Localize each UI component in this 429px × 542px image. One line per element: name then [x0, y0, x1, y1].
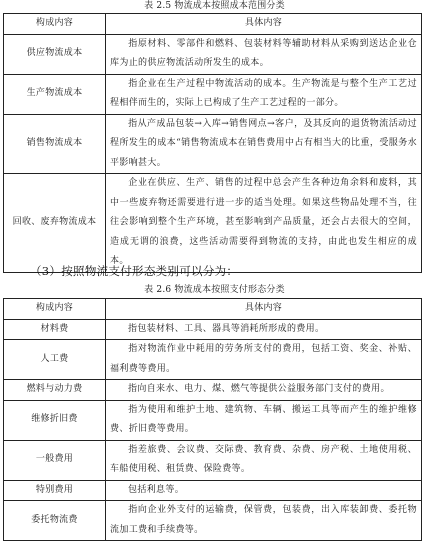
table-row [4, 440, 422, 480]
row-desc [106, 319, 422, 340]
row-desc [106, 174, 422, 273]
row-name: 供应物流成本 [4, 34, 106, 74]
row-desc-text: 指企业在生产过程中物流活动的成本。生产物流是与整个生产工艺过程相伴而生的，实际上已构成了生产工艺过程的一部分。 [110, 78, 417, 108]
row-name: 材料费 [4, 319, 106, 340]
row-desc-text: 指为使用和维护土地、建筑物、车辆、搬运工具等而产生的维护维修费、折旧费等费用。 [110, 404, 417, 434]
table-row [4, 319, 422, 340]
row-desc [106, 440, 422, 480]
row-desc-text: 指包装材料、工具、器具等消耗所形成的费用。 [128, 323, 325, 334]
row-desc [106, 480, 422, 501]
row-desc-text: 包括利息等。 [128, 484, 185, 495]
table-header-row [4, 299, 422, 320]
row-name: 燃料与动力费 [4, 380, 106, 401]
row-desc-text: 企业在供应、生产、销售的过程中总会产生各种边角余料和废料，其中一些废弃物还需要进行进一步的适当处理。如果这些物品处理不当，往往会影响到整个生产环境，甚至影响到产品质量，还会占去很大的空间，造成无谓的浪费，这些活动需要得到物流的支持，由此也发生相应的成本。 [110, 178, 417, 266]
row-name: 特别费用 [4, 480, 106, 501]
table1-caption: 表 2.5 物流成本按照成本范围分类 [144, 1, 285, 11]
row-desc-text: 指向自来水、电力、煤、燃气等提供公益服务部门支付的费用。 [128, 384, 390, 394]
header-cell-content: 构成内容 [4, 14, 106, 35]
row-desc-text: 指原材料、零部件和燃料、包装材料等辅助材料从采购到送达企业仓库为止的供应物流活动所发生的成本。 [110, 38, 417, 68]
row-name: 回收、废弃物流成本 [4, 174, 106, 273]
table-header-row [4, 14, 422, 35]
cost-range-table [3, 13, 422, 273]
row-name: 生产物流成本 [4, 74, 106, 114]
row-desc [106, 340, 422, 380]
payment-form-table [3, 298, 422, 541]
header-cell-content: 构成内容 [4, 299, 106, 320]
table2-caption: 表 2.6 物流成本按照支付形态分类 [144, 285, 285, 295]
header-cell-detail: 具体内容 [106, 299, 422, 320]
row-desc [106, 114, 422, 174]
table-row [4, 340, 422, 380]
table-row [4, 174, 422, 273]
row-name: 一般费用 [4, 440, 106, 480]
table-row [4, 501, 422, 541]
table-row [4, 74, 422, 114]
row-desc-text: 指差旅费、会议费、交际费、教育费、杂费、房产税、土地使用税、车船使用税、租赁费、保险费等。 [110, 444, 417, 474]
table-row [4, 400, 422, 440]
row-name: 维修折旧费 [4, 400, 106, 440]
table-row [4, 380, 422, 401]
section-heading: （3）按照物流支付形态类别可以分为： [30, 264, 239, 278]
header-cell-detail: 具体内容 [106, 14, 422, 35]
row-desc [106, 501, 422, 541]
row-desc [106, 380, 422, 401]
row-desc [106, 400, 422, 440]
table-row [4, 34, 422, 74]
table-row [4, 114, 422, 174]
row-desc-text: 指从产成品包装→入库→销售网点→客户，及其反向的退货物流活动过程所发生的成本“销售物流成本在销售费用中占有相当大的比重，受服务水平影响甚大。 [110, 118, 417, 168]
row-desc [106, 74, 422, 114]
row-desc [106, 34, 422, 74]
row-name: 销售物流成本 [4, 114, 106, 174]
table-row [4, 480, 422, 501]
row-desc-text: 指向企业外支付的运输费，保管费，包装费，出入库装卸费、委托物流加工费和手续费等。 [110, 505, 417, 535]
row-name: 人工费 [4, 340, 106, 380]
row-desc-text: 指对物流作业中耗用的劳务所支付的费用，包括工资、奖金、补贴、福利费等费用。 [110, 344, 417, 374]
row-name: 委托物流费 [4, 501, 106, 541]
